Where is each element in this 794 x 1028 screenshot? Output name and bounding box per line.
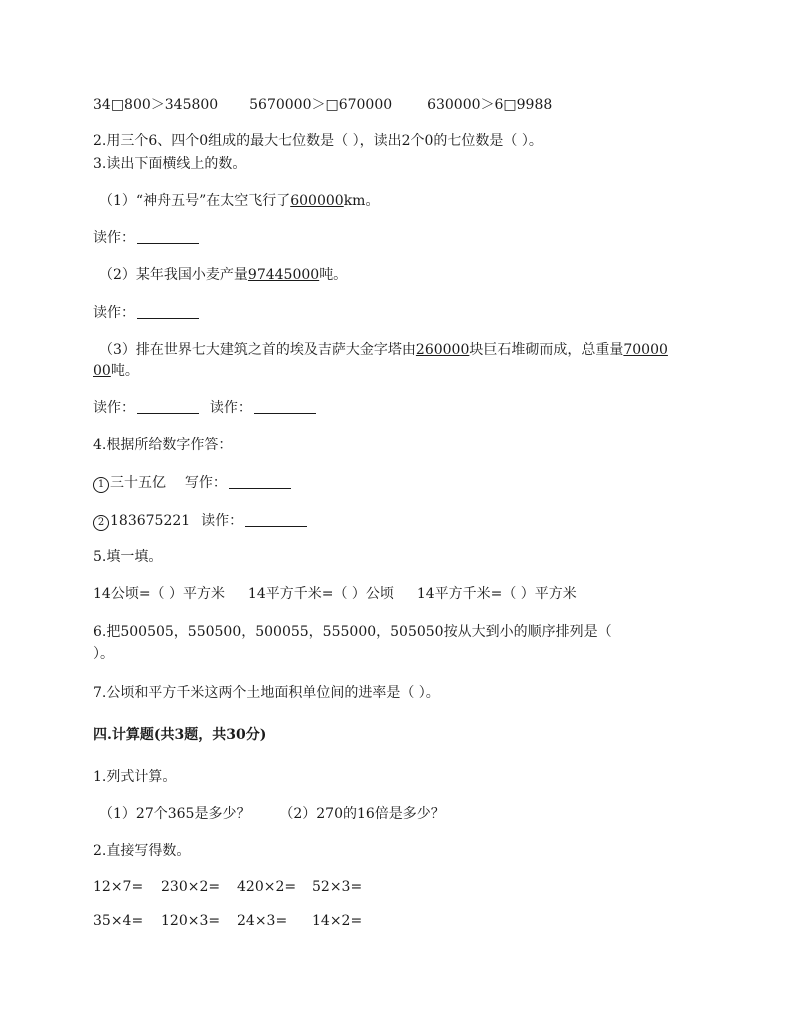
question-3-item-3-cont: 00吨。: [93, 363, 139, 379]
read-answer-3: 读作： 读作：: [93, 399, 316, 417]
underlined-number: 600000: [290, 193, 344, 209]
circled-number-1: 1: [93, 477, 109, 493]
question-3-item-1: （1）“神舟五号”在太空飞行了600000km。: [99, 193, 380, 209]
answer-blank[interactable]: [229, 474, 291, 489]
answer-blank[interactable]: [245, 512, 307, 527]
question-3-item-2: （2）某年我国小麦产量97445000吨。: [99, 267, 348, 283]
calc-row-2: 35×4= 120×3= 24×3= 14×2=: [93, 913, 363, 929]
question-3-title: 3.读出下面横线上的数。: [93, 156, 247, 172]
question-5-title: 5.填一填。: [93, 549, 163, 565]
compare-item-2: 5670000＞□670000: [249, 97, 393, 113]
underlined-number: 97445000: [247, 267, 320, 283]
compare-line: [93, 96, 552, 114]
question-7: 7.公顷和平方千米这两个土地面积单位间的进率是（ ）。: [93, 685, 440, 701]
underlined-number: 00: [93, 363, 111, 379]
calc-question-1-title: 1.列式计算。: [93, 769, 177, 785]
compare-item-3: 630000＞6□9988: [427, 97, 553, 113]
question-6: 6.把500505，550500，500055，555000，505050按从大到小的顺序排列是（: [93, 624, 612, 640]
answer-blank[interactable]: [137, 399, 199, 414]
question-2: 2.用三个6、四个0组成的最大七位数是（ ），读出2个0的七位数是（ ）。: [93, 133, 543, 149]
answer-blank[interactable]: [137, 304, 199, 319]
question-4-item-1: 1 三十五亿 写作：: [93, 474, 291, 493]
underlined-number: 260000: [415, 342, 470, 358]
question-5-parts: 14公顷=（ ）平方米 14平方千米=（ ）公顷 14平方千米=（ ）平方米: [93, 586, 577, 602]
question-3-item-3: （3）排在世界七大建筑之首的埃及吉萨大金字塔由260000块巨石堆砌而成，总重量70000: [99, 342, 668, 358]
question-6-cont: ）。: [93, 646, 114, 662]
calc-row-1: 12×7= 230×2= 420×2= 52×3=: [93, 879, 363, 895]
section-4-title: 四.计算题(共3题，共30分): [93, 727, 267, 743]
read-answer-1: 读作：: [93, 229, 199, 247]
circled-number-2: 2: [93, 515, 109, 531]
answer-blank[interactable]: [254, 399, 316, 414]
calc-question-2-title: 2.直接写得数。: [93, 843, 191, 859]
read-answer-2: 读作：: [93, 304, 199, 322]
question-4-item-2: 2 183675221 读作：: [93, 512, 307, 531]
answer-blank[interactable]: [137, 229, 199, 244]
underlined-number: 70000: [623, 342, 668, 358]
calc-question-1-parts: （1）27个365是多少？ （2）270的16倍是多少？: [99, 806, 445, 822]
compare-item-1: 34□800＞345800: [93, 97, 219, 113]
question-4-title: 4.根据所给数字作答：: [93, 437, 233, 453]
